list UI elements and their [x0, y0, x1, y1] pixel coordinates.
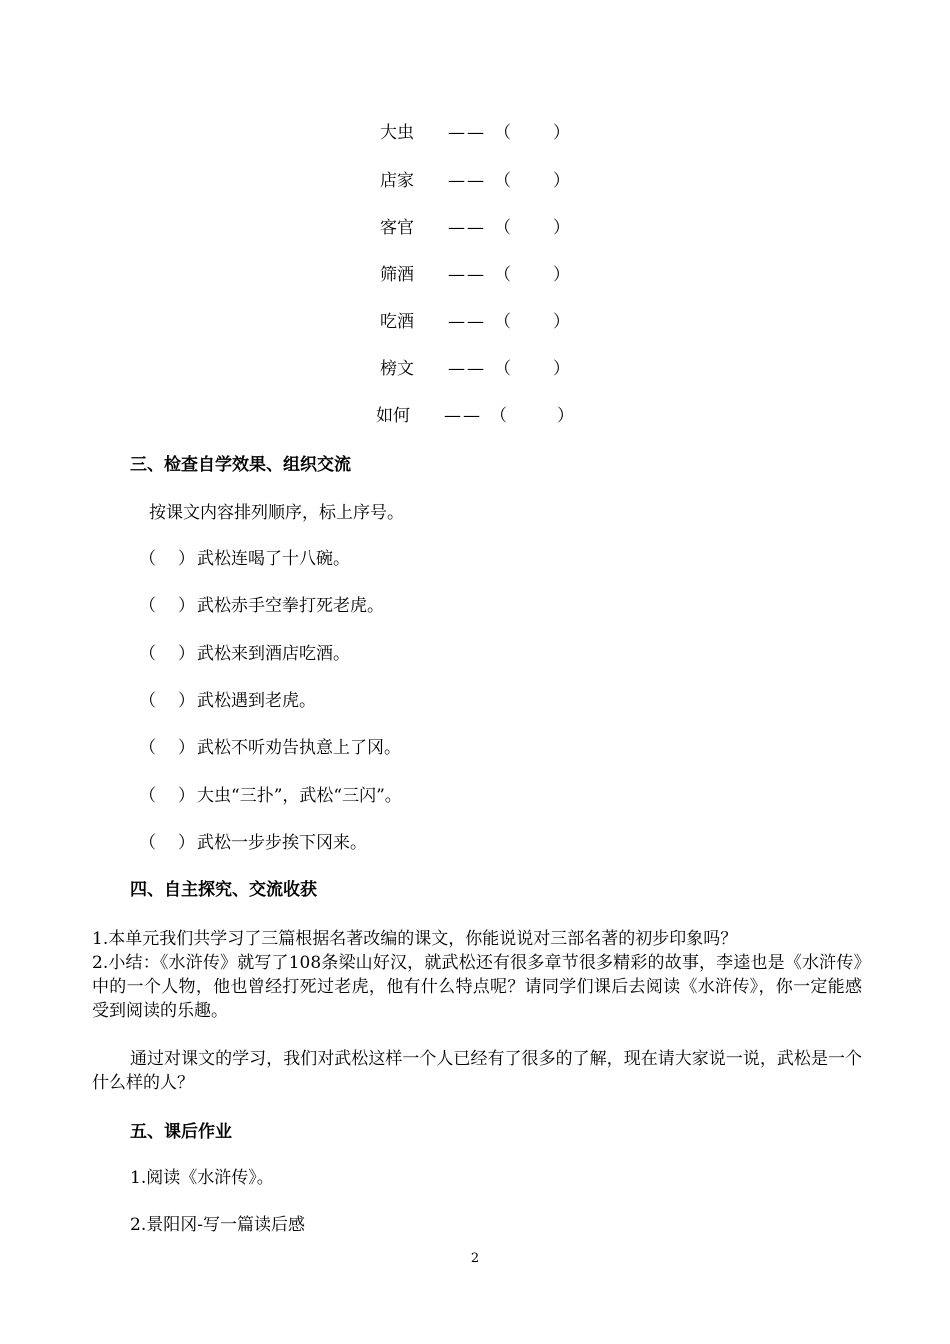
order-blank-open: （: [139, 738, 156, 758]
vocab-blank-close: ）: [553, 359, 570, 379]
order-blank-close: ）: [178, 691, 195, 711]
order-blank-open: （: [139, 596, 156, 616]
vocab-blank-close: ）: [553, 123, 570, 143]
order-item: 武松连喝了十八碗。: [197, 549, 350, 569]
vocab-word: 筛酒: [380, 265, 414, 285]
vocab-blank-close: ）: [553, 218, 570, 238]
paragraph-3: 通过对课文的学习，我们对武松这样一个人已经有了很多的了解，现在请大家说一说，武松是一个什么样的人？: [92, 1049, 862, 1093]
vocab-blank-open: （: [494, 312, 511, 332]
order-blank-close: ）: [178, 738, 195, 758]
page-number: 2: [470, 1251, 480, 1266]
order-blank-open: （: [139, 644, 156, 664]
section-instruction: 按课文内容排列顺序，标上序号。: [149, 503, 404, 523]
vocab-word: 大虫: [380, 123, 414, 143]
vocab-blank-close: ）: [557, 406, 574, 426]
order-blank-close: ）: [178, 786, 195, 806]
vocab-word: 客官: [380, 218, 414, 238]
order-item: 武松赤手空拳打死老虎。: [197, 596, 384, 616]
homework-item: 2.景阳冈-写一篇读后感: [130, 1215, 305, 1235]
order-blank-open: （: [139, 549, 156, 569]
order-blank-close: ）: [178, 549, 195, 569]
order-blank-close: ）: [178, 596, 195, 616]
paragraph-1: 1.本单元我们共学习了三篇根据名著改编的课文，你能说说对三部名著的初步印象吗？: [92, 929, 738, 949]
vocab-blank-open: （: [494, 171, 511, 191]
vocab-dash: ——: [448, 171, 486, 191]
vocab-dash: ——: [448, 123, 486, 143]
order-blank-close: ）: [178, 833, 195, 853]
order-item: 武松遇到老虎。: [197, 691, 316, 711]
vocab-blank-open: （: [490, 406, 507, 426]
order-blank-close: ）: [178, 644, 195, 664]
vocab-dash: ——: [448, 359, 486, 379]
section-heading-4: 四、自主探究、交流收获: [130, 880, 317, 900]
order-item: 武松不听劝告执意上了冈。: [197, 738, 401, 758]
order-blank-open: （: [139, 833, 156, 853]
order-item: 武松来到酒店吃酒。: [197, 644, 350, 664]
vocab-dash: ——: [448, 218, 486, 238]
vocab-blank-close: ）: [553, 171, 570, 191]
vocab-dash: ——: [444, 406, 482, 426]
vocab-blank-open: （: [494, 359, 511, 379]
vocab-blank-close: ）: [553, 312, 570, 332]
vocab-word: 如何: [376, 406, 410, 426]
vocab-word: 店家: [380, 171, 414, 191]
homework-item: 1.阅读《水浒传》。: [130, 1168, 274, 1188]
order-blank-open: （: [139, 691, 156, 711]
vocab-dash: ——: [448, 312, 486, 332]
vocab-word: 吃酒: [380, 312, 414, 332]
paragraph-2: 2.小结：《水浒传》就写了108条梁山好汉，就武松还有很多章节很多精彩的故事，李逵也是《水浒传》中的一个人物，他也曾经打死过老虎，他有什么特点呢？请同学们课后去阅读《水浒传》，你一定能感受到阅读的乐趣。: [92, 953, 862, 1021]
vocab-blank-close: ）: [553, 265, 570, 285]
vocab-blank-open: （: [494, 265, 511, 285]
vocab-blank-open: （: [494, 218, 511, 238]
vocab-blank-open: （: [494, 123, 511, 143]
vocab-dash: ——: [448, 265, 486, 285]
vocab-word: 榜文: [380, 359, 414, 379]
order-item: 大虫“三扑”，武松“三闪”。: [197, 786, 402, 806]
section-heading-5: 五、课后作业: [130, 1122, 232, 1142]
order-item: 武松一步步挨下冈来。: [197, 833, 367, 853]
order-blank-open: （: [139, 786, 156, 806]
section-heading-3: 三、检查自学效果、组织交流: [130, 455, 351, 475]
